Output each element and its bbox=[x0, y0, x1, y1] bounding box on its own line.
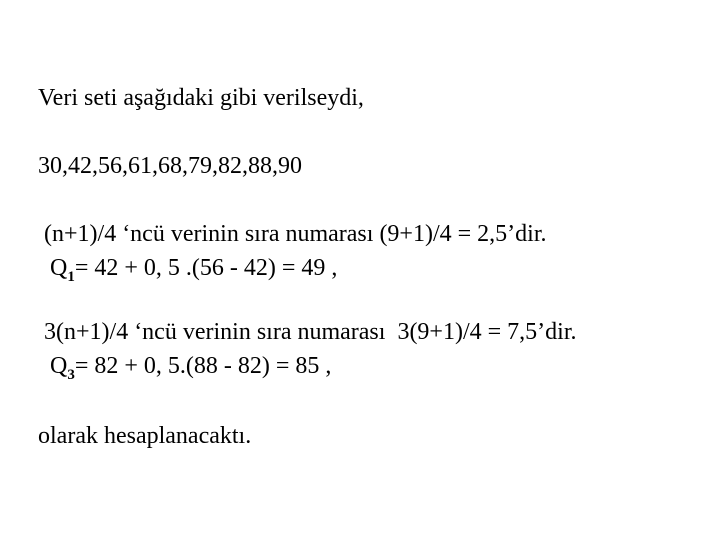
intro-text: Veri seti aşağıdaki gibi verilseydi, bbox=[38, 85, 364, 111]
q1-calculation: = 42 + 0, 5 .(56 - 42) = 49 , bbox=[74, 255, 338, 281]
q3-calculation-line bbox=[50, 352, 331, 383]
q3-position-text: 3(n+1)/4 ‘ncü verinin sıra numarası 3(9+1)/4 = 7,5’dir. bbox=[44, 319, 577, 345]
data-list: 30,42,56,61,68,79,82,88,90 bbox=[38, 153, 302, 179]
outro-text: olarak hesaplanacaktı. bbox=[38, 423, 252, 449]
q3-symbol: Q bbox=[50, 353, 68, 379]
q1-calculation-line bbox=[50, 254, 337, 285]
q3-calculation: = 82 + 0, 5.(88 - 82) = 85 , bbox=[74, 353, 332, 379]
q1-symbol: Q bbox=[50, 255, 68, 281]
q1-subscript: 1 bbox=[67, 269, 75, 285]
q3-subscript: 3 bbox=[67, 367, 75, 383]
q1-position-text: (n+1)/4 ‘ncü verinin sıra numarası (9+1)/4 = 2,5’dir. bbox=[44, 221, 547, 247]
